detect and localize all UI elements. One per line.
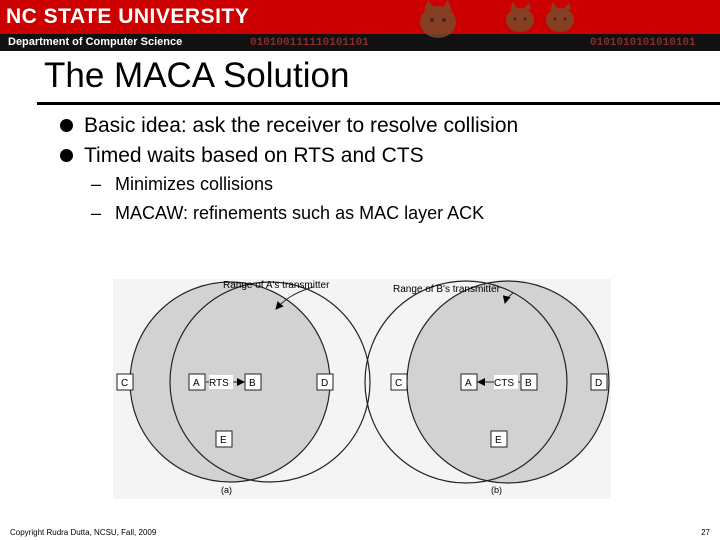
slide-title: The MACA Solution	[44, 56, 350, 95]
node-label: A	[193, 378, 200, 389]
binary-decoration-right: 0101010101010101	[590, 37, 696, 49]
node-label: E	[220, 435, 227, 446]
binary-decoration-left: 010100111110101101	[250, 37, 369, 49]
node-label: D	[321, 378, 329, 389]
wolf-mascot-icon	[410, 0, 620, 52]
node-label: A	[465, 378, 472, 389]
bullet-text: Basic idea: ask the receiver to resolve collision	[84, 114, 519, 137]
bullet-dot-icon	[60, 149, 73, 162]
node-label: B	[249, 378, 256, 389]
panel-a	[117, 280, 370, 495]
page-number: 27	[701, 528, 710, 537]
bullet-item	[60, 144, 700, 174]
node-label: E	[495, 435, 502, 446]
range-label-a: Range of A's transmitter	[223, 280, 330, 291]
panel-caption: (b)	[491, 485, 502, 495]
range-label-b: Range of B's transmitter	[393, 284, 500, 295]
dash-icon: –	[91, 174, 102, 194]
sub-bullet-text: MACAW: refinements such as MAC layer ACK	[115, 203, 485, 223]
sub-bullet-item	[60, 203, 700, 232]
bullet-text: Timed waits based on RTS and CTS	[84, 144, 424, 167]
footer-copyright: Copyright Rudra Dutta, NCSU, Fall, 2009	[10, 528, 157, 537]
header-banner	[0, 0, 720, 52]
bullet-item	[60, 114, 700, 144]
panel-b	[365, 281, 609, 495]
panel-caption: (a)	[221, 485, 232, 495]
department-name: Department of Computer Science	[8, 36, 183, 48]
bullet-list	[60, 114, 700, 232]
maca-diagram-svg	[113, 279, 611, 499]
message-label: CTS	[494, 378, 514, 389]
university-name: NC STATE UNIVERSITY	[6, 5, 250, 28]
sub-bullet-text: Minimizes collisions	[115, 174, 274, 194]
title-underline	[37, 102, 720, 105]
node-label: C	[121, 378, 129, 389]
node-label: B	[525, 378, 532, 389]
dash-icon: –	[91, 203, 102, 223]
node-label: C	[395, 378, 403, 389]
message-label: RTS	[209, 378, 229, 389]
node-label: D	[595, 378, 603, 389]
sub-bullet-item	[60, 174, 700, 203]
bullet-dot-icon	[60, 119, 73, 132]
maca-diagram	[113, 279, 611, 499]
